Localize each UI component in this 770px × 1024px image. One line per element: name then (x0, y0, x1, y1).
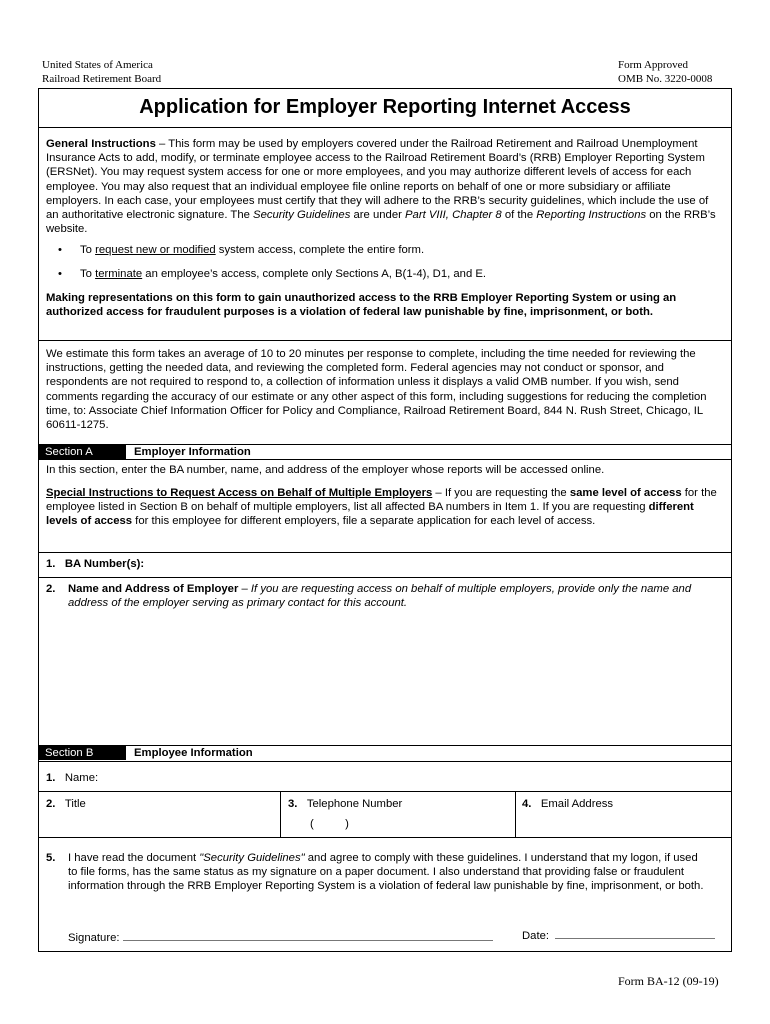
section-b-label: Section B (38, 746, 126, 760)
ba-number-label: BA Number(s): (64, 558, 145, 570)
divider (38, 791, 732, 792)
email-field[interactable]: 4. Email Address (522, 798, 614, 810)
burden-statement: We estimate this form takes an average of 10 to 20 minutes per response to complete, including the time needed for reviewing the instructions, getting the needed data, and reviewing the completed form. Federal agencies may not conduct or sponsor, and respondents are not required to respond to, a collection of information unless it displays a valid OMB number. If you wish, send comments regarding the accuracy of our estimate or any other aspect of this form, including suggestions for reducing the completion time, to: Associate Chief Information Officer for Policy and Compliance, Railroad Retirement Board, 844 N. Rush Street, Chicago, IL 60611-1275. (46, 348, 707, 432)
divider (38, 459, 732, 460)
omb-approval (618, 58, 712, 86)
item-2-number: 2. (46, 583, 56, 595)
section-b-title: Employee Information (134, 747, 253, 759)
divider (38, 761, 732, 762)
section-a-intro: In this section, enter the BA number, name, and address of the employer whose reports will be accessed online. (46, 464, 605, 476)
divider (38, 340, 732, 341)
name-label: Name: (64, 772, 99, 784)
agency-line-2: Railroad Retirement Board (42, 73, 162, 85)
security-guidelines-ref: Security Guidelines (253, 209, 351, 222)
form-title: Application for Employer Reporting Internet Access (139, 96, 631, 118)
divider (38, 837, 732, 838)
general-instructions: General Instructions – This form may be used by employers covered under the Railroad Retirement and Railroad Unemployment Insurance Acts to add, modify, or terminate employee access to the Railroad Retirement Board’s (RRB) Employer Reporting System (ERSNet). You may request system access for one or more employees, and you may authorize different levels of access for each employee. You may also request that an individual employee file online reports on behalf of one or more subsidiary or affiliate employers. In each case, your employees must certify that they will adhere to the RRB’s security guidelines, which include the use of an authoritative electronic signature. The Security Guidelines are under Part VIII, Chapter 8 of the Reporting Instructions on the RRB’s website. (46, 138, 716, 236)
special-instructions: Special Instructions to Request Access on Behalf of Multiple Employers – If you are requesting the same level of access for the employee listed in Section B on behalf of multiple employers, list all affected BA numbers in Item 1. If you are requesting different levels of access for this employee for different employers, file a separate application for each level of access. (46, 487, 717, 528)
signature-field[interactable]: Signature: (68, 930, 508, 945)
item-5-number: 5. (46, 852, 56, 864)
divider (38, 127, 732, 128)
column-divider (515, 791, 516, 837)
approval-line-1: Form Approved (618, 59, 688, 71)
bullet-icon: • (58, 268, 62, 280)
telephone-field[interactable]: 3. Telephone Number (288, 798, 403, 810)
bullet-terminate-access: To terminate an employee’s access, complete only Sections A, B(1-4), D1, and E. (80, 268, 487, 280)
agency-header (42, 58, 161, 86)
date-field[interactable]: Date: (522, 928, 722, 943)
certification-statement: I have read the document "Security Guidelines" and agree to comply with these guidelines. I understand that my logon, if used to file forms, has the same status as my signature on a paper document. I also understand that providing false or fraudulent information through the RRB Employer Reporting System is a violation of federal law punishable by fine, imprisonment, or both. (68, 852, 704, 893)
title-field[interactable]: 2. Title (46, 798, 86, 810)
approval-line-2: OMB No. 3220-0008 (618, 73, 713, 85)
employee-name-field[interactable]: 1. Name: (46, 772, 99, 784)
divider (38, 577, 732, 578)
warning-text: Making representations on this form to gain unauthorized access to the RRB Employer Reporting System or using an authorized access for fraudulent purposes is a violation of federal law punishable by fine, imprisonment, or both. (46, 292, 677, 319)
bullet-request-access: To request new or modified system access, complete the entire form. (80, 244, 425, 256)
phone-area-code[interactable]: ( ) (310, 818, 349, 830)
column-divider (280, 791, 281, 837)
agency-line-1: United States of America (42, 59, 153, 71)
general-label: General Instructions (46, 138, 156, 150)
section-a-label: Section A (38, 445, 126, 459)
bullet-icon: • (58, 244, 62, 256)
form-number: Form BA-12 (09-19) (618, 974, 719, 988)
employer-name-address-field[interactable]: Name and Address of Employer – If you are requesting access on behalf of multiple employers, provide only the name and address of the employer serving as primary contact for this account. (68, 583, 692, 610)
ba-number-field[interactable]: 1. BA Number(s): (46, 558, 145, 570)
divider (38, 552, 732, 553)
section-a-title: Employer Information (134, 446, 251, 458)
